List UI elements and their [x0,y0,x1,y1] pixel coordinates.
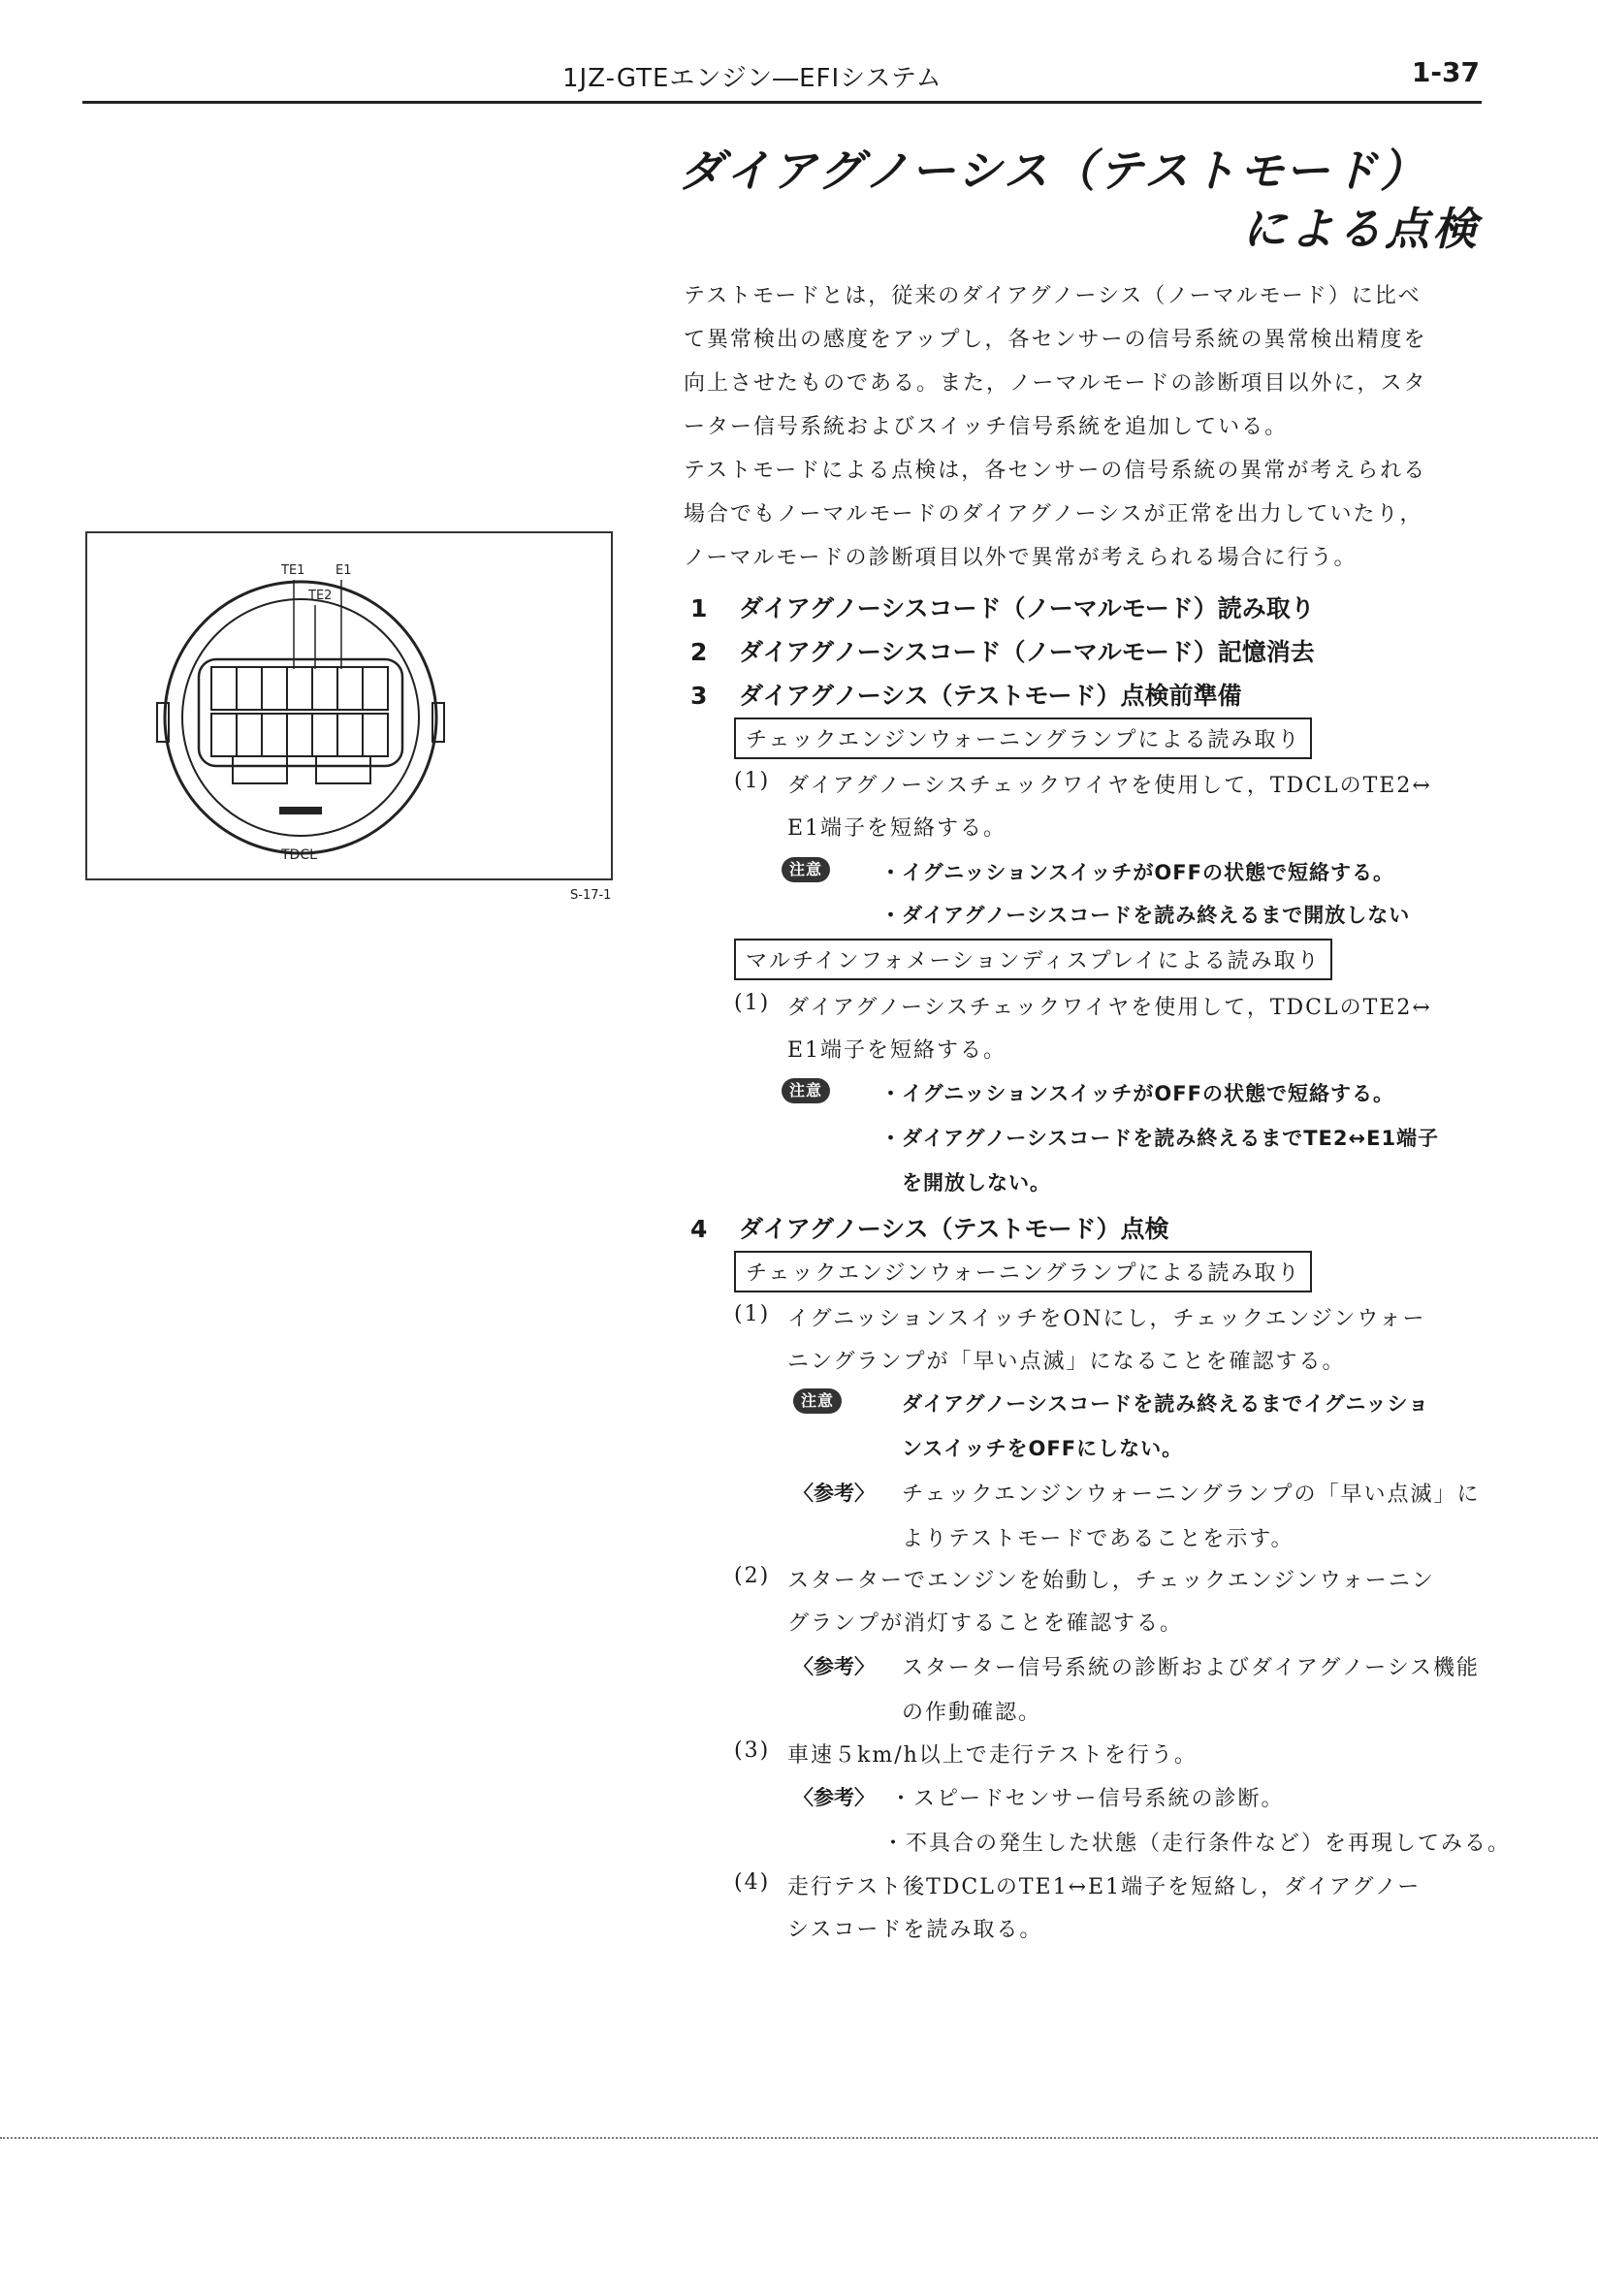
figure-caption: TDCL [281,847,317,863]
instruction-line: E1端子を短絡する。 [787,1038,1007,1063]
page-number: 1-37 [1411,56,1480,88]
reference-line: の作動確認。 [902,1701,1042,1725]
caution-badge: 注意 [782,1078,830,1103]
reference-label: 〈参考〉 [793,1786,875,1809]
page-title-line2: による点検 [1242,203,1480,255]
instruction-line: ニングランプが「早い点滅」になることを確認する。 [787,1350,1346,1374]
reference-line: スターター信号系統の診断およびダイアグノーシス機能 [902,1656,1481,1680]
intro-line: テストモードによる点検は，各センサーの信号系統の異常が考えられる [684,459,1427,483]
reference-label: 〈参考〉 [793,1655,875,1678]
item-number: (4) [734,1870,771,1895]
caution-line: ・イグニッションスイッチがOFFの状態で短絡する。 [880,1082,1394,1105]
item-number: (2) [734,1564,771,1588]
pin-row-top [211,667,388,710]
label-te2: TE2 [308,589,333,603]
instruction-line: イグニッションスイッチをONにし，チェックエンジンウォー [787,1307,1426,1331]
instruction-line: スターターでエンジンを始動し，チェックエンジンウォーニン [787,1569,1435,1593]
reference-line: ・不具合の発生した状態（走行条件など）を再現してみる。 [882,1832,1512,1856]
reference-line: ・スピードセンサー信号系統の診断。 [890,1787,1285,1811]
intro-line: 向上させたものである。また，ノーマルモードの診断項目以外に，スタ [684,371,1427,396]
caution-line: ・ダイアグノーシスコードを読み終えるまでTE2↔E1端子 [880,1127,1440,1150]
intro-line: て異常検出の感度をアップし，各センサーの信号系統の異常検出精度を [684,328,1427,352]
intro-paragraph [684,274,1490,580]
connector-inner-ring [182,599,419,836]
caution-badge: 注意 [782,857,830,882]
reference-line: チェックエンジンウォーニングランプの「早い点滅」に [902,1483,1481,1507]
caution-line: ・イグニッションスイッチがOFFの状態で短絡する。 [880,861,1394,884]
instruction-line: シスコードを読み取る。 [787,1918,1043,1942]
caution-line: ダイアグノーシスコードを読み終えるまでイグニッショ [902,1392,1430,1416]
figure-reference: S-17-1 [570,888,612,903]
method-box-warning-lamp: チェックエンジンウォーニングランプによる読み取り [734,1251,1312,1292]
item-number: (1) [734,991,771,1015]
pin-key-right [316,756,370,783]
instruction-line: ダイアグノーシスチェックワイヤを使用して，TDCLのTE2↔ [787,774,1432,798]
item-number: (1) [734,769,771,793]
step-4 [690,1210,1169,1245]
bottom-divider [0,2137,1598,2139]
instruction-line: E1端子を短絡する。 [787,816,1007,841]
connector-latch [279,807,322,814]
intro-line: ーター信号系統およびスイッチ信号系統を追加している。 [684,415,1289,439]
caution-line: ンスイッチをOFFにしない。 [902,1437,1184,1460]
method-box-multi-display: マルチインフォメーションディスプレイによる読み取り [734,939,1332,980]
step-2 [690,633,1315,668]
label-e1: E1 [336,563,352,578]
caution-line: ・ダイアグノーシスコードを読み終えるまで開放しない [880,904,1411,927]
step-text: ダイアグノーシスコード（ノーマルモード）読み取り [739,594,1315,622]
tdcl-connector-figure [85,531,613,880]
item-number: (1) [734,1302,771,1326]
instruction-line: 走行テスト後TDCLのTE1↔E1端子を短絡し，ダイアグノー [787,1875,1422,1899]
label-te1: TE1 [281,563,305,578]
intro-line: 場合でもノーマルモードのダイアグノーシスが正常を出力していたり， [684,502,1423,526]
step-text: ダイアグノーシス（テストモード）点検 [739,1215,1169,1243]
method-box-warning-lamp: チェックエンジンウォーニングランプによる読み取り [734,718,1312,759]
instruction-line: ダイアグノーシスチェックワイヤを使用して，TDCLのTE2↔ [787,996,1432,1020]
step-text: ダイアグノーシスコード（ノーマルモード）記憶消去 [739,638,1315,666]
step-1 [690,590,1315,624]
instruction-line: 車速５km/h以上で走行テストを行う。 [787,1743,1198,1768]
item-number: (3) [734,1738,771,1763]
intro-line: テストモードとは，従来のダイアグノーシス（ノーマルモード）に比べ [684,284,1422,308]
pin-row-bottom [211,714,388,756]
header-title: 1JZ-GTEエンジン―EFIシステム [562,64,943,93]
tdcl-connector-diagram [87,533,611,878]
step-number: 2 [690,638,708,666]
header-rule [82,101,1482,104]
reference-label: 〈参考〉 [793,1482,875,1505]
step-number: 4 [690,1215,708,1243]
instruction-line: グランプが消灯することを確認する。 [787,1611,1184,1636]
step-number: 1 [690,594,708,622]
caution-badge: 注意 [793,1388,842,1414]
step-number: 3 [690,682,708,710]
pin-key-left [233,756,287,783]
step-3 [690,677,1242,712]
caution-line: を開放しない。 [902,1171,1051,1195]
step-text: ダイアグノーシス（テストモード）点検前準備 [739,682,1242,710]
page-title-line1: ダイアグノーシス（テストモード） [679,144,1428,197]
intro-line: ノーマルモードの診断項目以外で異常が考えられる場合に行う。 [684,546,1358,570]
reference-line: よりテストモードであることを示す。 [902,1527,1294,1551]
